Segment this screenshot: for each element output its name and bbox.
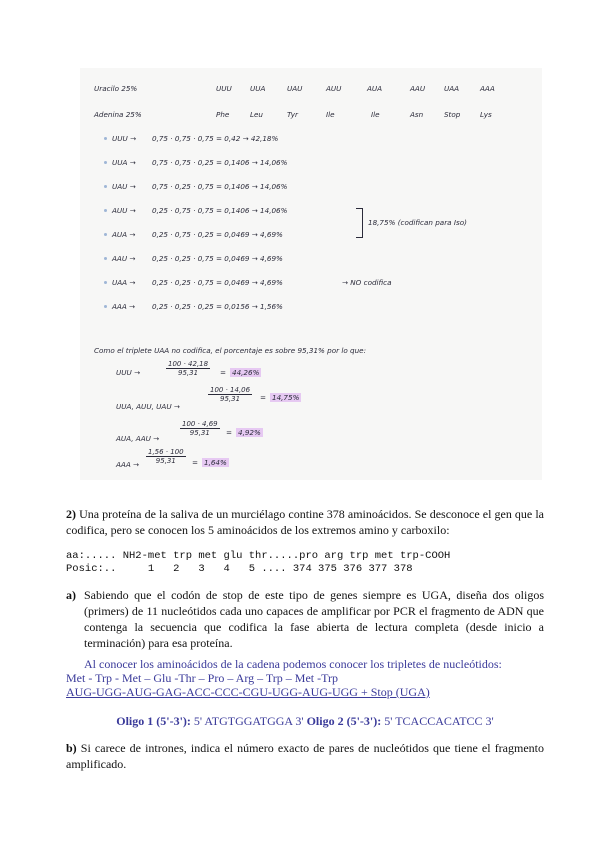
fraction-denominator: 95,31: [220, 395, 241, 403]
question-2: [66, 506, 544, 538]
question-text: Una proteína de la saliva de un murciélago contine 378 aminoácidos. Se desconoce el gen que la codifica, pero se conocen los 5 aminoácidos de los extremos amino y carboxilo:: [66, 507, 544, 537]
fraction-denominator: 95,31: [178, 369, 199, 377]
probability-calc: 0,75 · 0,75 · 0,25 = 0,1406 → 14,06%: [152, 158, 288, 167]
adenina-note: Adenina 25%: [94, 110, 142, 119]
codon-label: UUU →: [112, 134, 137, 143]
fraction-numerator: 100 · 42,18: [168, 360, 209, 368]
fraction: [146, 448, 186, 465]
probability-calc: 0,25 · 0,25 · 0,25 = 0,0156 → 1,56%: [152, 302, 283, 311]
aminoacid-header: Tyr: [287, 110, 298, 119]
bullet-dot: [104, 281, 107, 284]
highlighted-result: 1,64%: [204, 458, 227, 467]
oligo2-sequence: 5' TCACCACATCC 3': [381, 714, 494, 728]
fraction: [166, 360, 210, 377]
part-b: [66, 740, 544, 772]
fraction-numerator: 1,56 · 100: [148, 448, 184, 456]
aminoacid-header: Leu: [250, 110, 263, 119]
part-b-text: Si carece de intrones, indica el número exacto de pares de nucleótidos que tiene el fragmento amplificado.: [66, 741, 544, 771]
aminoacid-header: Stop: [444, 110, 461, 119]
uracilo-note: Uracilo 25%: [94, 84, 138, 93]
codon-header: UAA: [444, 84, 460, 93]
aminoacid-header: Lys: [480, 110, 492, 119]
frac-label: AUA, AAU →: [116, 434, 160, 443]
aminoacid-header: Ile: [371, 110, 380, 119]
fraction-numerator: 100 · 14,06: [210, 386, 251, 394]
bracket: [356, 208, 363, 238]
probability-calc: 0,25 · 0,25 · 0,75 = 0,0469 → 4,69%: [152, 254, 283, 263]
codon-chain: AUG-UGG-AUG-GAG-ACC-CCC-CGU-UGG-AUG-UGG + Stop (UGA): [66, 685, 430, 699]
part-a-text: Sabiendo que el codón de stop de este tipo de genes siempre es UGA, diseña dos oligos (primers) de 11 nucleótidos cada uno capaces de amplificar por PCR el fragmento de ADN que contenga la secuencia que codifica la fase abierta de lectura completa (desde inicio a terminación) para esa proteína.: [84, 588, 544, 650]
codon-label: AAA →: [112, 302, 136, 311]
codon-header: AUU: [326, 84, 342, 93]
brace-note: 18,75% (codifican para Iso): [368, 218, 467, 227]
bullet-dot: [104, 305, 107, 308]
oligos-line: [66, 713, 544, 729]
answer-intro: Al conocer los aminoácidos de la cadena podemos conocer los tripletes de nucleótidos:: [84, 657, 502, 671]
codon-header: AUA: [367, 84, 383, 93]
frac-label: UUU →: [116, 368, 141, 377]
bullet-dot: [104, 233, 107, 236]
codon-label: AAU →: [112, 254, 136, 263]
fraction: [208, 386, 252, 403]
fraction-denominator: 95,31: [155, 457, 176, 465]
probability-calc: 0,75 · 0,75 · 0,75 = 0,42 → 42,18%: [152, 134, 279, 143]
oligo2-label: Oligo 2 (5'-3'):: [306, 714, 382, 728]
codon-label: AUU →: [112, 206, 136, 215]
aminoacid-header: Asn: [410, 110, 424, 119]
fraction-denominator: 95,31: [189, 429, 210, 437]
part-a-label: a): [66, 588, 76, 602]
position-line: Posic:.. 1 2 3 4 5 .... 374 375 376 377 378: [66, 563, 413, 575]
codon-label: AUA →: [112, 230, 136, 239]
probability-calc: 0,25 · 0,25 · 0,75 = 0,0469 → 4,69%: [152, 278, 283, 287]
frac-label: AAA →: [116, 460, 140, 469]
codon-header: AAA: [480, 84, 495, 93]
aminoacid-chain: Met - Trp - Met – Glu -Thr – Pro – Arg – Trp – Met -Trp: [66, 671, 339, 685]
stop-note: → NO codifica: [342, 278, 392, 287]
codon-header: AAU: [410, 84, 426, 93]
codon-label: UUA →: [112, 158, 136, 167]
sequence-line: aa:..... NH2-met trp met glu thr.....pro arg trp met trp-COOH: [66, 550, 451, 562]
frac-label: UUA, AUU, UAU →: [116, 402, 180, 411]
highlighted-result: 4,92%: [238, 428, 261, 437]
aminoacid-header: Phe: [216, 110, 230, 119]
bullet-dot: [104, 185, 107, 188]
oligo1-label: Oligo 1 (5'-3'):: [116, 714, 191, 728]
highlighted-result: 14,75%: [272, 393, 300, 402]
part-b-label: b): [66, 741, 77, 755]
bullet-dot: [104, 257, 107, 260]
probability-calc: 0,25 · 0,75 · 0,75 = 0,1406 → 14,06%: [152, 206, 288, 215]
codon-header: UAU: [287, 84, 303, 93]
como-note: Como el triplete UAA no codifica, el porcentaje es sobre 95,31% por lo que:: [94, 346, 366, 355]
handwritten-notes: Uracilo 25% Adenina 25% UUU UUA UAU AUU AUA AAU UAA AAA Phe Leu Tyr Ile Ile Asn Stop Lys UUU → 0,75 · 0,75 · 0,75 = 0,42 → 42,18% UUA → 0,75 · 0,75 · 0,25 = 0,1406 → 14,06% UAU → 0,75 · 0,25 · 0,75 = 0,1406 → 14,06% AUU → 0,25 · 0,75 · 0,75 = 0,1406 → 14,06% AUA → 0,25 · 0,75 · 0,25 = 0,0469 → 4,69% 18,75% (codifican para Iso) AAU → 0,25 · 0,25 · 0,75 = 0,0469 → 4,69% UAA → 0,25 · 0,25 · 0,75 = 0,0469 → 4,69% → NO codifica AAA → 0,25 · 0,25 · 0,25 = 0,0156 → 1,56% Como el triplete UAA no codifica, el porcentaje es sobre 95,31% por lo que: UUU → $\frac{100 \cdot 42,18}{95,31}$ = 44,26% UUA, AUU, UAU → $\frac{100 \cdot 14,06}{95,31}$ = 14,75% AUA, AAU → $\frac{100 \cdot 4,69}{95,31}$ = 4,92% AAA → $\frac{1,56 \cdot 100}{95,31}$ = 1,64%: [80, 68, 542, 480]
codon-label: UAU →: [112, 182, 136, 191]
highlighted-result: 44,26%: [232, 368, 260, 377]
question-number: 2): [66, 507, 76, 521]
codon-header: UUA: [250, 84, 266, 93]
fraction-numerator: 100 · 4,69: [182, 420, 218, 428]
probability-calc: 0,25 · 0,75 · 0,25 = 0,0469 → 4,69%: [152, 230, 283, 239]
bullet-dot: [104, 137, 107, 140]
codon-header: UUU: [216, 84, 232, 93]
bullet-dot: [104, 209, 107, 212]
codon-label: UAA →: [112, 278, 136, 287]
fraction: [180, 420, 220, 437]
probability-calc: 0,75 · 0,25 · 0,75 = 0,1406 → 14,06%: [152, 182, 288, 191]
bullet-dot: [104, 161, 107, 164]
aminoacid-header: Ile: [326, 110, 335, 119]
oligo1-sequence: 5' ATGTGGATGGA 3': [190, 714, 307, 728]
